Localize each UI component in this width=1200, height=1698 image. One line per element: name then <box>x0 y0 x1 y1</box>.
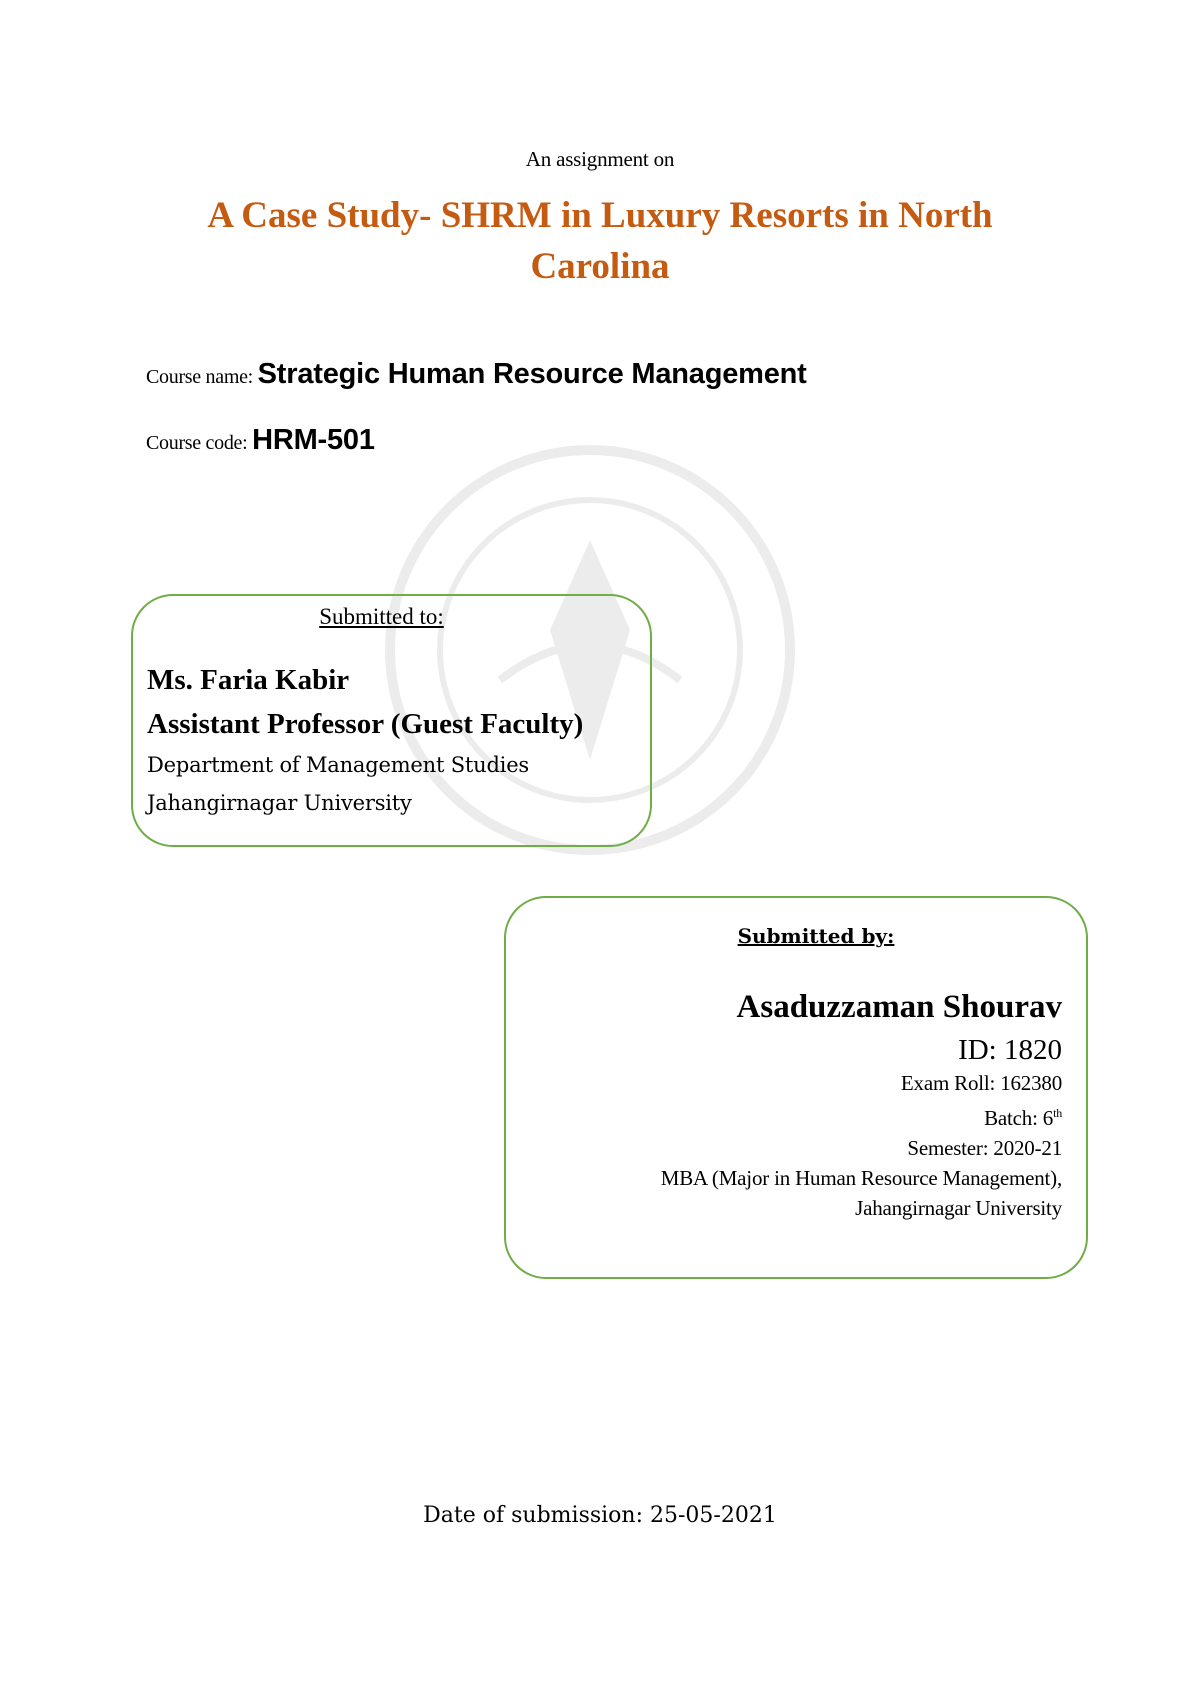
student-id: ID: 1820 <box>958 1034 1062 1066</box>
course-name-line <box>146 358 807 391</box>
supervisor-university: Jahangirnagar University <box>147 791 412 815</box>
student-exam-roll: Exam Roll: 162380 <box>900 1071 1062 1095</box>
submitted-by-details <box>661 982 1062 1223</box>
student-batch-label: Batch: 6 <box>984 1106 1054 1130</box>
submitted-by-box <box>504 896 1088 1279</box>
assignment-title: A Case Study- SHRM in Luxury Resorts in North Carolina <box>207 195 993 287</box>
course-code-label: Course code: <box>146 432 253 454</box>
course-code-value: HRM-501 <box>252 424 375 456</box>
supervisor-name: Ms. Faria Kabir <box>147 664 350 696</box>
assignment-intro: An assignment on <box>525 147 675 171</box>
student-program: MBA (Major in Human Resource Management), <box>660 1166 1062 1190</box>
student-batch-suffix: th <box>1053 1106 1062 1120</box>
submitted-to-heading: Submitted to: <box>319 604 444 629</box>
submitted-by-heading: Submitted by: <box>737 924 895 948</box>
submission-date: Date of submission: 25-05-2021 <box>423 1503 777 1528</box>
submitted-to-box <box>131 594 652 847</box>
course-name-value: Strategic Human Resource Management <box>257 358 807 390</box>
course-name-label: Course name: <box>146 366 258 388</box>
student-semester: Semester: 2020-21 <box>907 1136 1062 1160</box>
supervisor-department: Department of Management Studies <box>147 753 530 777</box>
student-university: Jahangirnagar University <box>855 1196 1062 1220</box>
supervisor-title: Assistant Professor (Guest Faculty) <box>147 708 584 740</box>
student-name: Asaduzzaman Shourav <box>736 989 1062 1025</box>
student-batch <box>661 1098 1062 1133</box>
course-code-line <box>146 424 375 457</box>
submitted-to-details <box>147 658 583 822</box>
